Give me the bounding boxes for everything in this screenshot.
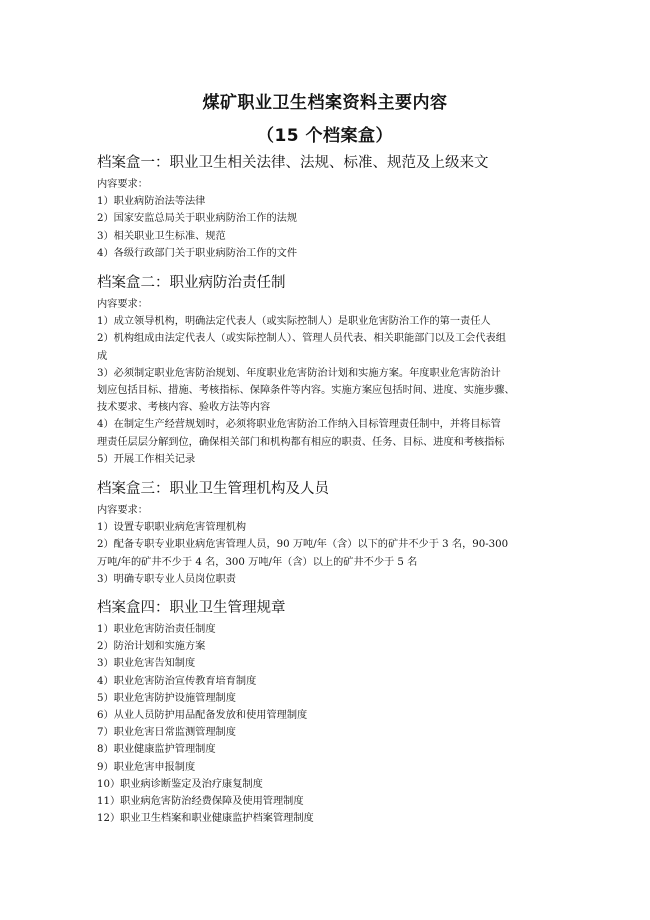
content-line: 1）设置专职职业病危害管理机构 [97, 522, 247, 534]
content-line: 划应包括目标、措施、考核指标、保障条件等内容。实施方案应包括时间、进度、实施步骤、 [97, 384, 515, 396]
content-line: 3）相关职业卫生标准、规范 [97, 230, 226, 242]
document-title: 煤矿职业卫生档案资料主要内容 [202, 93, 448, 113]
content-line: 7）职业危害日常监测管理制度 [97, 727, 236, 739]
section-heading: 档案盒一：职业卫生相关法律、法规、标准、规范及上级来文 [97, 155, 489, 171]
content-line: 3）必须制定职业危害防治规划、年度职业危害防治计划和实施方案。年度职业危害防治计 [97, 367, 501, 379]
section-heading: 档案盒三：职业卫生管理机构及人员 [97, 481, 329, 497]
content-line: 技术要求、考核内容、验收方法等内容 [97, 402, 271, 414]
content-line: 4）在制定生产经营规划时，必须将职业危害防治工作纳入目标管理责任制中，并将目标管 [97, 419, 501, 431]
section-box-2 [97, 272, 557, 468]
content-line: 8）职业健康监护管理制度 [97, 744, 216, 756]
section-heading: 档案盒四：职业卫生管理规章 [97, 600, 286, 616]
content-line: 5）开展工作相关记录 [97, 453, 196, 465]
content-line: 6）从业人员防护用品配备发放和使用管理制度 [97, 709, 308, 721]
content-line: 内容要求： [97, 179, 148, 190]
content-line: 1）职业危害防治责任制度 [97, 624, 216, 635]
document-subtitle: （15 个档案盒） [256, 126, 394, 146]
content-line: 3）明确专职专业人员岗位职责 [97, 573, 236, 585]
content-line: 9）职业危害申报制度 [97, 761, 196, 773]
content-line: 理责任层层分解到位，确保相关部门和机构都有相应的职责、任务、目标、进度和考核指标 [97, 436, 505, 448]
content-line: 2）防治计划和实施方案 [97, 641, 206, 653]
content-line: 成 [97, 350, 108, 362]
section-box-4 [97, 597, 557, 827]
content-line: 4）职业危害防治宣传教育培育制度 [97, 675, 257, 687]
content-line: 2）机构组成由法定代表人（或实际控制人）、管理人员代表、相关职能部门以及工会代表组 [97, 333, 506, 345]
content-line: 11）职业病危害防治经费保障及使用管理制度 [97, 795, 304, 807]
content-line: 内容要求： [97, 505, 148, 516]
content-line: 内容要求： [97, 299, 148, 310]
content-line: 3）职业危害告知制度 [97, 658, 196, 670]
content-line: 2）配备专职专业职业病危害管理人员，90 万吨/年（含）以下的矿井不少于 3 名，90-300 [97, 539, 509, 551]
content-line: 5）职业危害防护设施管理制度 [97, 692, 236, 704]
section-heading: 档案盒二：职业病防治责任制 [97, 275, 286, 291]
content-line: 12）职业卫生档案和职业健康监护档案管理制度 [97, 813, 314, 825]
content-line: 2）国家安监总局关于职业病防治工作的法规 [97, 213, 298, 225]
content-line: 1）成立领导机构，明确法定代表人（或实际控制人）是职业危害防治工作的第一责任人 [97, 316, 491, 328]
section-box-3 [97, 478, 557, 588]
content-line: 4）各级行政部门关于职业病防治工作的文件 [97, 247, 298, 259]
content-line: 10）职业病诊断鉴定及治疗康复制度 [97, 778, 263, 790]
section-box-1 [97, 152, 557, 262]
content-line: 万吨/年的矿井不少于 4 名，300 万吨/年（含）以上的矿井不少于 5 名 [97, 556, 418, 568]
content-line: 1）职业病防治法等法律 [97, 196, 206, 208]
